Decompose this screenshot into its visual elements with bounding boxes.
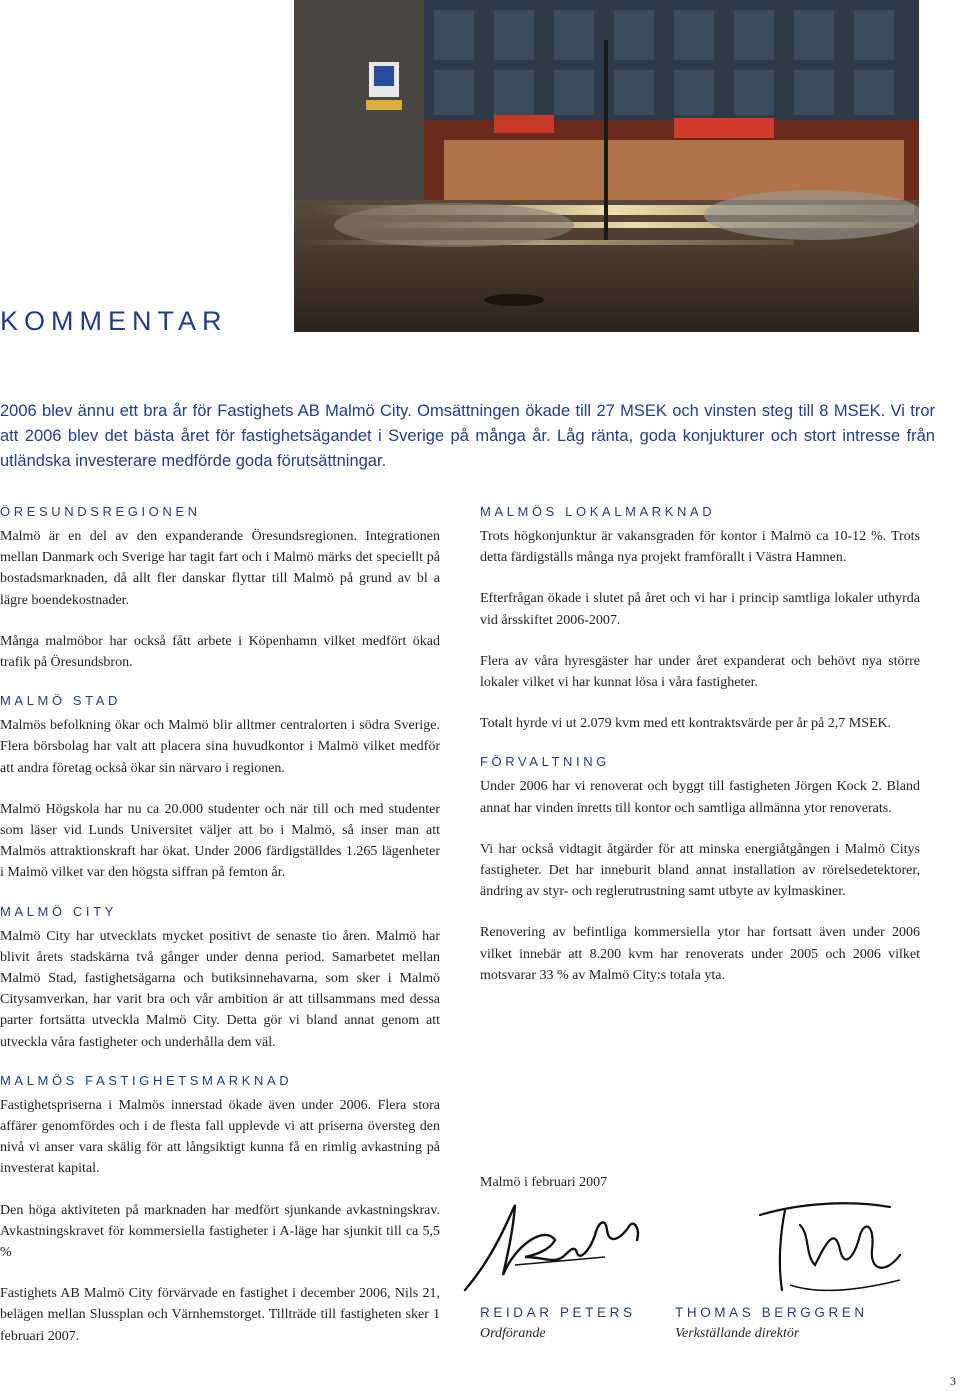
page-number: 3: [950, 1374, 956, 1388]
signature-reidar-peters: [455, 1195, 655, 1300]
paragraph: Den höga aktiviteten på marknaden har medfört sjunkande avkastningskrav. Avkastningskravet för kommersiella fastigheter i A-läge har sjunkit till ca 5,5 %: [0, 1202, 440, 1261]
paragraph: Flera av våra hyresgäster har under året expanderat och behövt nya större lokaler vilket vi har kunnat lösa i våra fastigheter.: [480, 653, 920, 691]
signature-thomas-berggren: [740, 1195, 920, 1305]
street-photo: [294, 0, 919, 332]
paragraph: Fastighets AB Malmö City förvärvade en fastighet i december 2006, Nils 21, belägen mellan Slussplan och Värnhemstorget. Tillträde till fastigheten sker 1 februari 2007.: [0, 1286, 440, 1344]
section-heading-forvaltning: FÖRVALTNING: [480, 754, 610, 770]
paragraph: Under 2006 har vi renoverat och byggt till fastigheten Jörgen Kock 2. Bland annat har vinden inretts till kontor och samtliga allmänna ytor renoverats.: [480, 779, 920, 816]
paragraph: Många malmöbor har också fått arbete i Köpenhamn vilket medfört ökad trafik på Öresundsbron.: [0, 633, 440, 671]
place-date: Malmö i februari 2007: [480, 1175, 608, 1190]
paragraph: Malmö Högskola har nu ca 20.000 studenter och när till och med studenter som läser vid Lunds Universitet väljer att bo i Malmö, så inser man att Malmös attraktionskraft har ökat. Under 2006 färdigställdes 1.265 lägenheter i Malmö vilket var den högsta siffran på femton år.: [0, 801, 440, 881]
signatory-role-2: Verkställande direktör: [675, 1326, 800, 1341]
section-heading-lokalmarknad: MALMÖS LOKALMARKNAD: [480, 504, 716, 519]
paragraph: Malmö City har utvecklats mycket positivt de senaste tio åren. Malmö har blivit årets stadskärna två gånger under denna period. Samarbetet mellan Malmö Stad, fastighetsägarna och butiksinnehavarna, som sker i Malmö Citysamverkan, har varit bra och vår ambition är att tillsammans med dessa parter fortsätta utveckla Malmö City. Detta gör vi bland annat genom att utveckla våra fastigheter och underhålla dem väl.: [0, 928, 440, 1050]
signatory-role-1: Ordförande: [480, 1326, 546, 1341]
section-heading-fastighetsmarknad: MALMÖS FASTIGHETSMARKNAD: [0, 1072, 293, 1088]
section-heading-oresundsregionen: ÖRESUNDSREGIONEN: [0, 504, 201, 519]
paragraph: Efterfrågan ökade i slutet på året och vi har i princip samtliga lokaler uthyrda vid årsskiftet 2006-2007.: [480, 591, 920, 628]
signatory-name-1: REIDAR PETERS: [480, 1305, 636, 1320]
intro-paragraph: 2006 blev ännu ett bra år för Fastighets AB Malmö City. Omsättningen ökade till 27 MSEK och vinsten steg till 8 MSEK. Vi tror att 2006 blev det bästa året för fastighetsägandet i Sverige på många år. Låg ränta, goda konjukturer och stort intresse från utländska investerare medförde goda förutsättningar.: [0, 402, 935, 470]
right-column: [480, 504, 920, 1006]
paragraph: Malmös befolkning ökar och Malmö blir alltmer centralorten i södra Sverige. Flera börsbolag har valt att placera sina huvudkontor i Malmö vilket medför att andra företag också ökar sin närvaro i regionen.: [0, 718, 440, 776]
left-column: [0, 504, 440, 1367]
paragraph: Vi har också vidtagit åtgärder för att minska energiåtgången i Malmö Citys fastigheter. Det har inneburit bland annat installation av rörelsedetektorer, ändring av styr- och reglerutrustning samt utbyte av kylmaskiner.: [480, 841, 920, 900]
paragraph: Trots högkonjunktur är vakansgraden för kontor i Malmö ca 10-12 %. Trots detta färdigställs många nya projekt framförallt i Västra Hamnen.: [480, 529, 920, 566]
section-heading-malmo-stad: MALMÖ STAD: [0, 693, 121, 709]
paragraph: Malmö är en del av den expanderande Öresundsregionen. Integrationen mellan Danmark och Sverige har tagit fart och i Malmö märks det speciellt på bostadsmarknaden, då allt fler danskar flyttar till Malmö på grund av bl a lägre boendekostnader.: [0, 529, 440, 608]
page-title: KOMMENTAR: [0, 306, 228, 336]
section-heading-malmo-city: MALMÖ CITY: [0, 903, 117, 919]
signatory-name-2: THOMAS BERGGREN: [675, 1305, 868, 1320]
paragraph: Renovering av befintliga kommersiella ytor har fortsatt även under 2006 vilket innebär att 8.200 kvm har renoverats under 2005 och 2006 vilket motsvarar 33 % av Malmö City:s totala yta.: [480, 925, 920, 983]
paragraph: Fastighetspriserna i Malmös innerstad ökade även under 2006. Flera stora affärer genomfördes och i de flesta fall upplevde vi att priserna översteg den nivå vi anser vara skälig för att långsiktigt kunna få en rimlig avkastning på investerat kapital.: [0, 1097, 440, 1177]
paragraph: Totalt hyrde vi ut 2.079 kvm med ett kontraktsvärde per år på 2,7 MSEK.: [480, 716, 892, 732]
